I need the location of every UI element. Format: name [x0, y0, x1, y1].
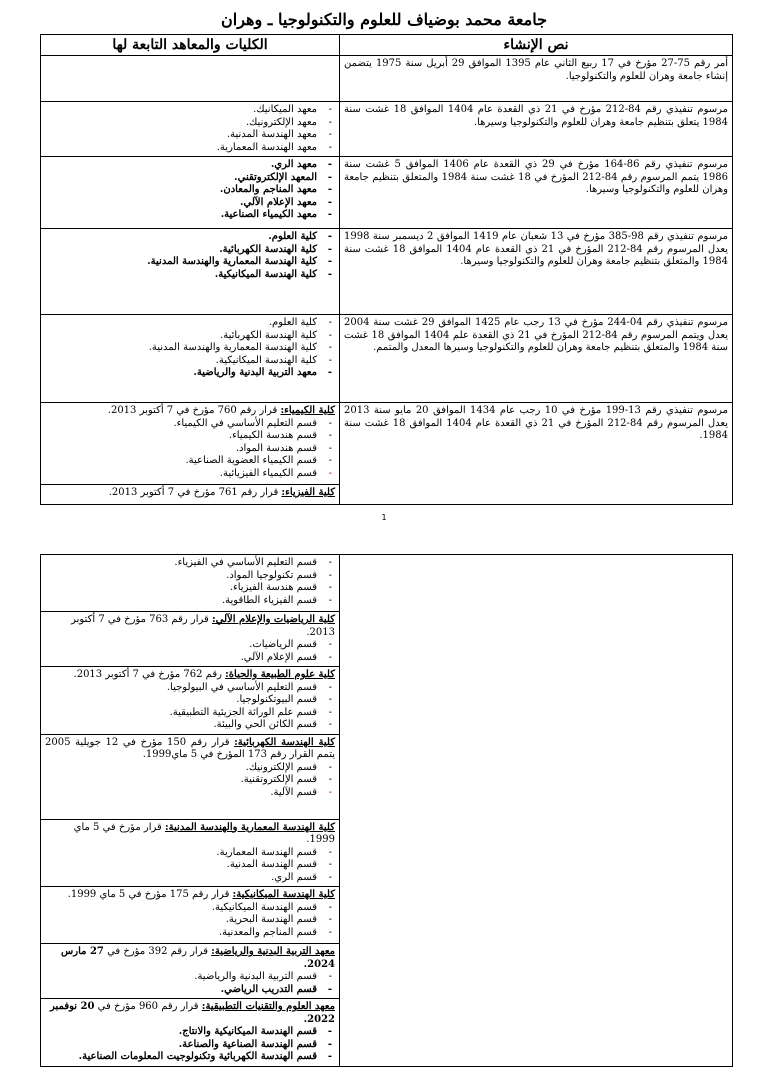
institutes-list-1984 — [45, 104, 335, 154]
faculties-list-2004 — [45, 317, 335, 380]
list-item: - معهد الكيمياء الصناعية. — [45, 209, 335, 222]
institute-sport-heading: معهد التربية البدنية والرياضية: — [211, 946, 335, 957]
faculty-electrical-cell — [41, 734, 340, 819]
list-item: - معهد الري. — [45, 159, 335, 172]
decree-text-2004: مرسوم تنفيذي رقم 04-244 مؤرخ في 13 رجب عام 1425 الموافق 29 غشت سنة 2004 يعدل ويتمم المرسوم رقم 84-212 المؤرخ في 21 ذي القعدة علم 1404 الموافق 18 غشت سنة 1984 والمتعلق بتنظيم جامعة وهران للعلوم والتكنولوجيا وسيرها المعدل والمتمم. — [340, 315, 733, 403]
chemistry-departments-list — [45, 418, 335, 481]
institute-sport-decree-date: 27 مارس 2024. — [61, 946, 335, 970]
list-item: - قسم المناجم والمعدنية. — [45, 927, 335, 940]
list-item: - معهد الإعلام الآلي. — [45, 197, 335, 210]
faculty-mechanical-cell — [41, 887, 340, 944]
list-item: - معهد الهندسة المدنية. — [45, 129, 335, 142]
list-item: - قسم الآلية. — [45, 787, 335, 800]
header-faculties: الكليات والمعاهد التابعة لها — [41, 35, 340, 56]
faculty-mechanical-decree: قرار رقم 175 مؤرخ في 5 ماي 1999. — [67, 889, 233, 900]
civil-departments-list — [45, 847, 335, 885]
list-item: - قسم هندسة الفيزياء. — [45, 582, 335, 595]
list-item: - كلية العلوم. — [45, 231, 335, 244]
electrical-departments-list — [45, 762, 335, 800]
list-item: - المعهد الإلكتروتقني. — [45, 172, 335, 185]
faculties-cell-1984 — [41, 102, 340, 157]
faculty-math-cell — [41, 612, 340, 667]
faculty-nature-decree: رقم 762 مؤرخ في 7 أكتوبر 2013. — [73, 669, 226, 680]
list-item: - قسم الهندسة الميكانيكية والانتاج. — [45, 1026, 335, 1039]
institute-applied-heading: معهد العلوم والتقنيات التطبيقية: — [201, 1001, 335, 1012]
list-item: - معهد الهندسة المعمارية. — [45, 142, 335, 155]
institute-sport-cell — [41, 944, 340, 999]
page-title: جامعة محمد بوضياف للعلوم والتكنولوجيا ـ وهران — [221, 10, 547, 29]
decree-text-1975: أمر رقم 75-27 مؤرخ في 17 ربيع الثاني عام 1395 الموافق 29 أبريل سنة 1975 يتضمن إنشاء جامعة وهران للعلوم والتكنولوجيا. — [340, 56, 733, 102]
faculty-mechanical-heading: كلية الهندسة الميكانيكية: — [232, 889, 335, 900]
list-item: - معهد المناجم والمعادن. — [45, 184, 335, 197]
faculty-civil-heading: كلية الهندسة المعمارية والهندسة المدنية: — [164, 821, 335, 833]
faculties-cell-2004 — [41, 315, 340, 403]
faculties-cell-1975 — [41, 56, 340, 102]
institute-applied-cell — [41, 999, 340, 1067]
nature-departments-list — [45, 682, 335, 732]
list-item: - كلية الهندسة الميكانيكية. — [45, 269, 335, 282]
faculty-nature-cell — [41, 667, 340, 735]
faculty-electrical-heading: كلية الهندسة الكهربائية: — [234, 736, 335, 748]
list-item: - معهد الميكانيك. — [45, 104, 335, 117]
list-item: - كلية الهندسة الكهربائية. — [45, 330, 335, 343]
decrees-table-page-1 — [40, 34, 733, 505]
list-item: - قسم الهندسة المعمارية. — [45, 847, 335, 860]
list-item: - قسم الرياضيات. — [45, 639, 335, 652]
faculty-math-heading: كلية الرياضيات والإعلام الآلي: — [211, 614, 335, 625]
physics-departments-list — [45, 557, 335, 607]
list-item: - قسم التعليم الأساسي في الفيزياء. — [45, 557, 335, 570]
list-item: - قسم التربية البدنية والرياضية. — [45, 971, 335, 984]
faculty-physics-cell — [41, 485, 340, 505]
faculty-chemistry-decree: قرار رقم 760 مؤرخ في 7 أكتوبر 2013. — [107, 405, 281, 416]
faculty-physics-decree: قرار رقم 761 مؤرخ في 7 أكتوبر 2013. — [108, 487, 282, 498]
list-item: - قسم التعليم الأساسي في الكيمياء. — [45, 418, 335, 431]
decree-text-2013: مرسوم تنفيذي رقم 13-199 مؤرخ في 10 رجب عام 1434 الموافق 20 مايو سنة 2013 يعدل المرسوم رقم 84-212 المؤرخ في 21 ذي القعدة عام 1404 الموافق 18 غشت سنة 1984. — [340, 403, 733, 505]
list-item: - معهد الإلكترونيك. — [45, 117, 335, 130]
institute-applied-decree-date: 20 نوفمبر 2022. — [50, 1001, 335, 1025]
faculty-math-decree: قرار رقم 763 مؤرخ في 7 أكتوبر 2013. — [71, 614, 335, 638]
decrees-table-page-2 — [40, 554, 733, 1067]
list-item: - قسم التدريب الرياضي. — [45, 984, 335, 997]
math-departments-list — [45, 639, 335, 664]
header-creation-text: نص الإنشاء — [340, 35, 733, 56]
list-item: - قسم الإلكتروتقنية. — [45, 774, 335, 787]
list-item: - قسم الكيمياء العضوية الصناعية. — [45, 455, 335, 468]
faculty-electrical-decree: قرار رقم 150 مؤرخ في 12 جويلية 2005 يتمم القرار رقم 173 المؤرخ في 5 ماي1999. — [45, 736, 335, 760]
list-item: - معهد التربية البدنية والرياضية. — [45, 367, 335, 380]
decree-text-empty-cell — [340, 555, 733, 1067]
list-item: - قسم تكنولوجيا المواد. — [45, 570, 335, 583]
list-item: - قسم الإلكترونيك. — [45, 762, 335, 775]
faculty-chemistry-heading: كلية الكيمياء: — [280, 405, 335, 416]
decree-text-1984: مرسوم تنفيذي رقم 84-212 مؤرخ في 21 ذي القعدة عام 1404 الموافق 18 غشت سنة 1984 يتعلق بتنظيم جامعة وهران للعلوم والتكنولوجيا وسيرها. — [340, 102, 733, 157]
list-item: - قسم الهندسة الميكانيكية. — [45, 902, 335, 915]
list-item: - قسم الهندسة البحرية. — [45, 914, 335, 927]
faculty-civil-decree: قرار مؤرخ في 5 ماي 1999. — [73, 821, 335, 845]
faculties-cell-1998 — [41, 229, 340, 315]
faculty-nature-heading: كلية علوم الطبيعة والحياة: — [225, 669, 335, 680]
list-item: - قسم هندسة المواد. — [45, 443, 335, 456]
faculty-chemistry-cell — [41, 403, 340, 485]
institute-sport-decree: قرار رقم 392 مؤرخ في — [103, 946, 212, 957]
applied-departments-list — [45, 1026, 335, 1064]
faculties-list-1998 — [45, 231, 335, 281]
list-item: - قسم البيوتكنولوجيا. — [45, 694, 335, 707]
list-item: - قسم الكيمياء الفيزيائية. — [45, 468, 335, 481]
institute-applied-decree: قرار رقم 960 مؤرخ في — [94, 1001, 202, 1012]
decree-text-1986: مرسوم تنفيذي رقم 86-164 مؤرخ في 29 ذي القعدة عام 1406 الموافق 5 غشت سنة 1986 يتمم المرسوم رقم 84-212 المؤرخ في 18 غشت سنة 1984 والمتعلق بتنظيم جامعة وهران للعلوم والتكنولوجيا وسيرها. — [340, 157, 733, 229]
list-item: - قسم هندسة الكيمياء. — [45, 430, 335, 443]
list-item: - قسم التعليم الأساسي في البيولوجيا. — [45, 682, 335, 695]
list-item: - قسم الهندسة الصناعية والصناعة. — [45, 1039, 335, 1052]
list-item: - كلية الهندسة الميكانيكية. — [45, 355, 335, 368]
mechanical-departments-list — [45, 902, 335, 940]
faculties-cell-1986 — [41, 157, 340, 229]
faculty-civil-cell — [41, 819, 340, 887]
page-number: 1 — [381, 513, 387, 522]
institutes-list-1986 — [45, 159, 335, 222]
list-item: - كلية الهندسة المعمارية والهندسة المدنية. — [45, 342, 335, 355]
list-item: - قسم الإعلام الآلي. — [45, 652, 335, 665]
list-item: - قسم الري. — [45, 872, 335, 885]
list-item: - كلية الهندسة الكهربائية. — [45, 244, 335, 257]
list-item: - قسم الكائن الحي والبيئة. — [45, 719, 335, 732]
list-item: - قسم الفيزياء الطاقوية. — [45, 595, 335, 608]
list-item: - كلية الهندسة المعمارية والهندسة المدنية. — [45, 256, 335, 269]
faculty-physics-heading: كلية الفيزياء: — [281, 487, 335, 498]
list-item: - قسم علم الوراثة الجزيئية التطبيقية. — [45, 707, 335, 720]
list-item: - قسم الهندسة الكهربائية وتكنولوجيت المعلومات الصناعية. — [45, 1051, 335, 1064]
physics-departments-cell — [41, 555, 340, 612]
list-item: - قسم الهندسة المدنية. — [45, 859, 335, 872]
decree-text-1998: مرسوم تنفيذي رقم 98-385 مؤرخ في 13 شعبان عام 1419 الموافق 2 ديسمبر سنة 1998 يعدل المرسوم رقم 84-212 المؤرخ في 21 ذي القعدة عام 1404 الموافق 18 غشت سنة 1984 والمتعلق بتنظيم جامعة وهران للعلوم والتكنولوجيا وسيرها. — [340, 229, 733, 315]
list-item: - كلية العلوم. — [45, 317, 335, 330]
sport-departments-list — [45, 971, 335, 996]
